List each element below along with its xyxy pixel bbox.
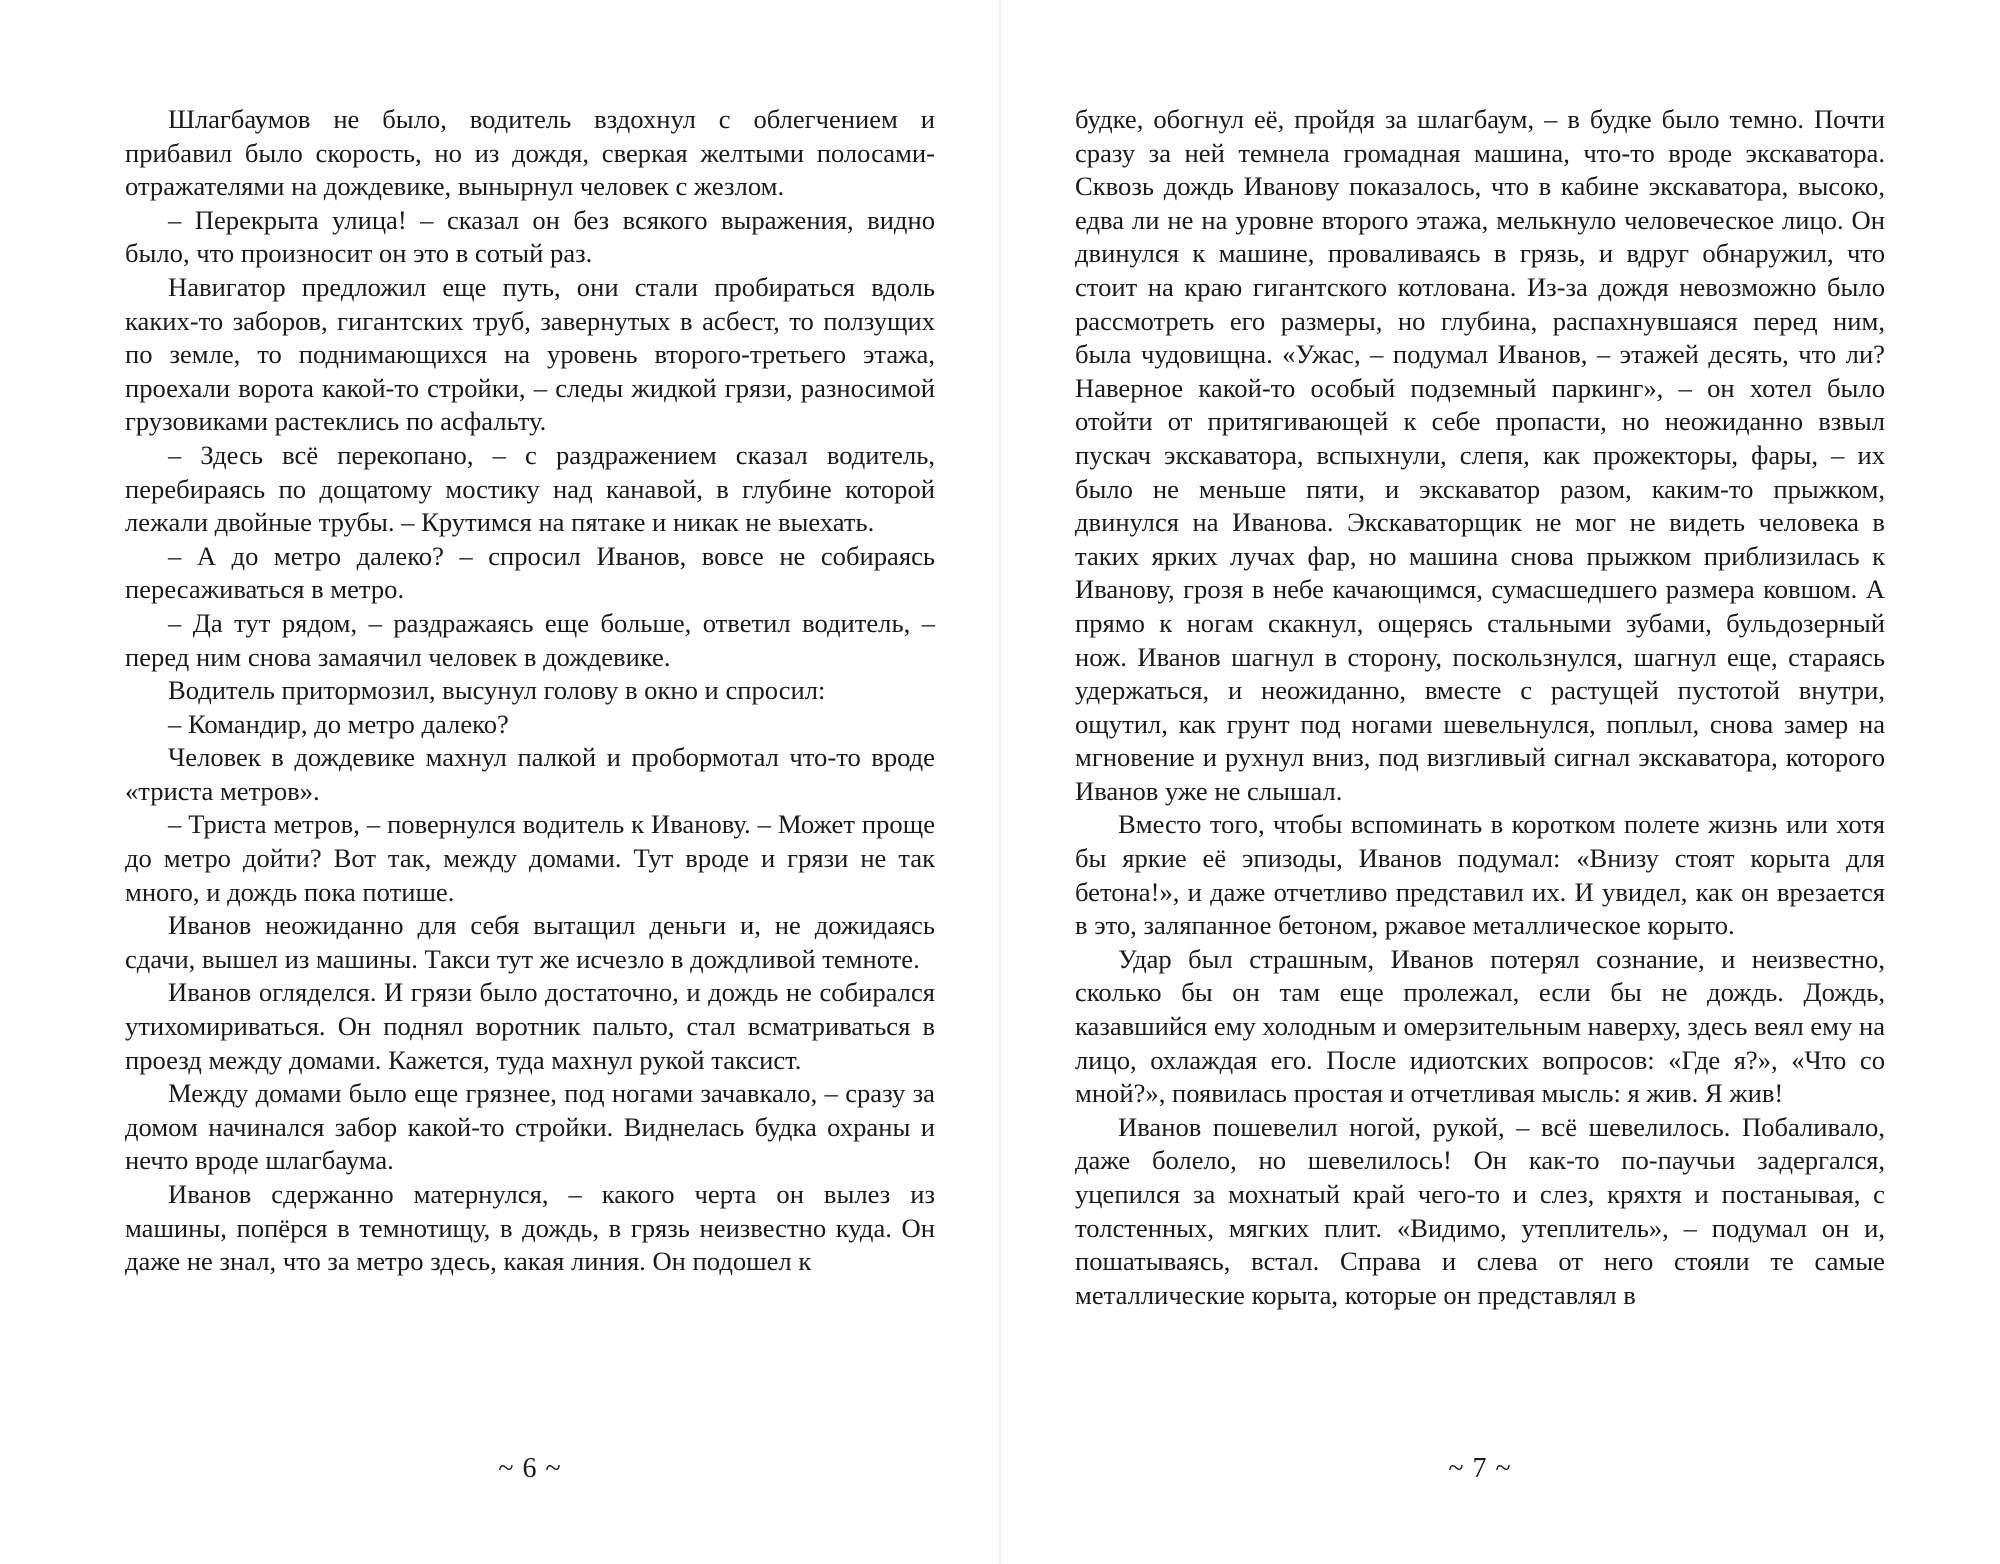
paragraph: Между домами было еще грязнее, под ногами зачавкало, – сразу за домом начинался забор какой-то стройки. Виднелась будка охраны и нечто вроде шлагбаума. (125, 1078, 935, 1176)
paragraph: – Здесь всё перекопано, – с раздражением сказал водитель, перебираясь по дощатому мостику над канавой, в глубине которой лежали двойные трубы. – Крутимся на пятаке и никак не выехать. (125, 439, 935, 538)
paragraph: – Да тут рядом, – раздражаясь еще больше, ответил водитель, – перед ним снова замаячил человек в дождевике. (125, 607, 935, 672)
right-page (1075, 103, 1885, 1312)
paragraph-continuation: будке, обогнул её, пройдя за шлагбаум, – в будке было темно. Почти сразу за ней темнела громадная машина, что-то вроде экскаватора. Сквозь дождь Иванову показалось, что в кабине экскаватора, высоко, едва ли не на уровне второго этажа, мелькнуло человеческое лицо. Он двинулся к машине, проваливаясь в грязь, и вдруг обнаружил, что стоит на краю гигантского котлована. Из-за дождя невозможно было рассмотреть его размеры, но глубина, распахнувшаяся перед ним, была чудовищна. «Ужас, – подумал Иванов, – этажей десять, что ли? Наверное какой-то особый подземный паркинг», – он хотел было отойти от притягивающей к себе пропасти, но неожиданно взвыл пускач экскаватора, вспыхнули, слепя, как прожекторы, фары, – их было не меньше пяти, и экскаватор разом, каким-то прыжком, двинулся на Иванова. Экскаваторщик не мог не видеть человека в таких ярких лучах фар, но машина снова прыжком приблизилась к Иванову, грозя в небе качающимся, сумасшедшего размера ковшом. А прямо к ногам скакнул, ощерясь стальными зубами, бульдозерный нож. Иванов шагнул в сторону, поскользнулся, шагнул еще, стараясь удержаться, и неожиданно, вместе с растущей пустотой внутри, ощутил, как грунт под ногами шевельнулся, поплыл, снова замер на мгновение и рухнул вниз, под визгливый сигнал экскаватора, которого Иванов уже не слышал. (1075, 104, 1885, 806)
paragraph: Водитель притормозил, высунул голову в окно и спросил: (168, 675, 826, 706)
paragraph: Человек в дождевике махнул палкой и пробормотал что-то вроде «триста метров». (125, 742, 935, 806)
paragraph: – Перекрыта улица! – сказал он без всякого выражения, видно было, что произносит он это в сотый раз. (125, 204, 935, 269)
paragraph: Удар был страшным, Иванов потерял сознание, и неизвестно, сколько бы он там еще пролежал, если бы не дождь. Дождь, казавшийся ему холодным и омерзительным наверху, здесь веял ему на лицо, охлаждая его. После идиотских вопросов: «Где я?», «Что со мной?», появилась простая и отчетливая мысль: я жив. Я жив! (1075, 943, 1885, 1109)
paragraph: – Командир, до метро далеко? (168, 708, 509, 739)
left-page (125, 103, 935, 1279)
book-gutter (999, 0, 1001, 1564)
paragraph: Вместо того, чтобы вспоминать в коротком полете жизнь или хотя бы яркие её эпизоды, Иванов подумал: «Внизу стоят корыта для бетона!», и даже отчетливо представил их. И увидел, как он врезается в это, заляпанное бетоном, ржавое металлическое корыто. (1075, 809, 1885, 941)
paragraph: Иванов сдержанно матернулся, – какого черта он вылез из машины, попёрся в темнотищу, в дождь, в грязь неизвестно куда. Он даже не знал, что за метро здесь, какая линия. Он подошел к (125, 1179, 935, 1277)
paragraph: – Триста метров, – повернулся водитель к Иванову. – Может проще до метро дойти? Вот так, между домами. Тут вроде и грязи не так много, и дождь пока потише. (125, 809, 935, 907)
page-number-left: ~ 6 ~ (498, 1453, 562, 1484)
page-number-right: ~ 7 ~ (1448, 1453, 1512, 1484)
paragraph: Навигатор предложил еще путь, они стали пробираться вдоль каких-то заборов, гигантских труб, завернутых в асбест, то ползущих по земле, то поднимающихся на уровень второго-третьего этажа, проехали ворота какой-то стройки, – следы жидкой грязи, разносимой грузовиками растеклись по асфальту. (125, 271, 935, 437)
paragraph: Иванов неожиданно для себя вытащил деньги и, не дожидаясь сдачи, вышел из машины. Такси тут же исчезло в дождливой темноте. (125, 910, 935, 974)
paragraph: Иванов пошевелил ногой, рукой, – всё шевелилось. Побаливало, даже болело, но шевелилось! Он как-то по-паучьи задергался, уцепился за мохнатый край чего-то и слез, кряхтя и постанывая, с толстенных, мягких плит. «Видимо, утеплитель», – подумал он и, пошатываясь, встал. Справа и слева от него стояли те самые металлические корыта, которые он представлял в (1075, 1111, 1885, 1310)
paragraph: Шлагбаумов не было, водитель вздохнул с облегчением и прибавил было скорость, но из дождя, сверкая желтыми полосами-отражателями на дождевике, вынырнул человек с жезлом. (125, 104, 935, 202)
paragraph: Иванов огляделся. И грязи было достаточно, и дождь не собирался утихомириваться. Он поднял воротник пальто, стал всматриваться в проезд между домами. Кажется, туда махнул рукой таксист. (125, 977, 935, 1075)
paragraph: – А до метро далеко? – спросил Иванов, вовсе не собираясь пересаживаться в метро. (125, 540, 935, 605)
